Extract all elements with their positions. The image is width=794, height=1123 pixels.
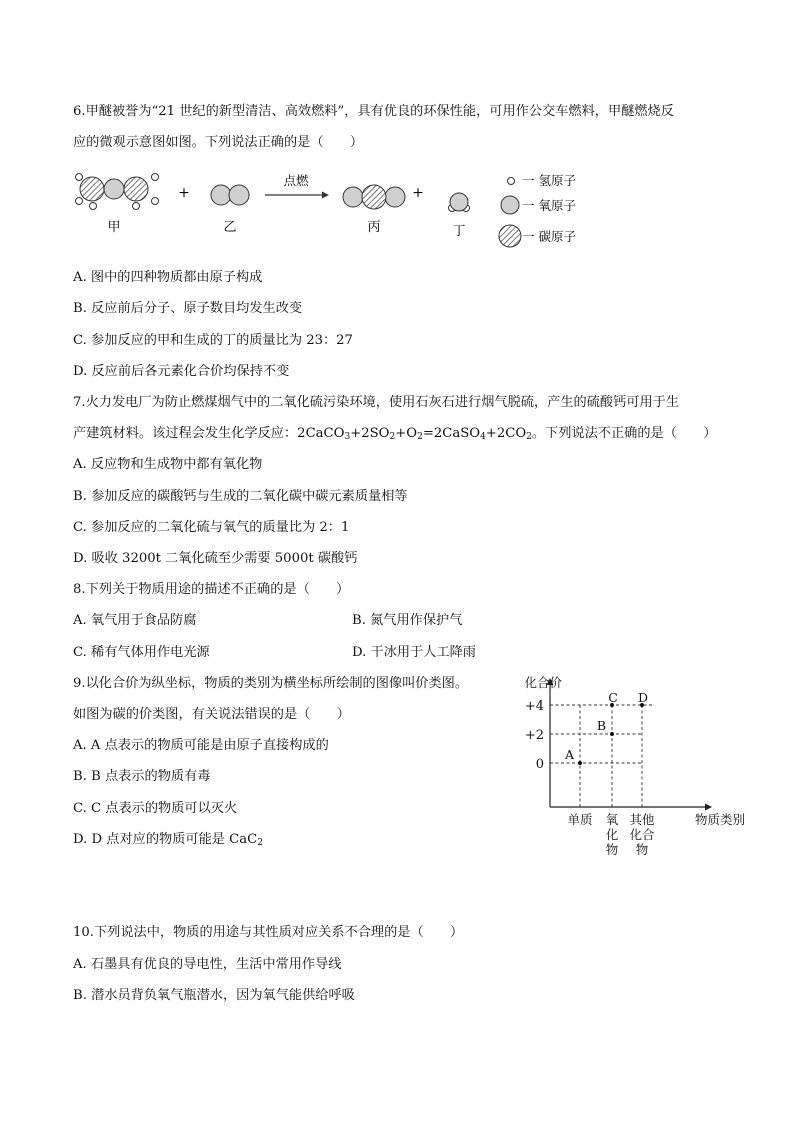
q6-stem-line2: 应的微观示意图如图。下列说法正确的是（ ） [73,135,364,150]
y-tick-label: 0 [535,757,544,772]
diagram-legend [499,173,576,247]
q8-stem: 8.下列关于物质用途的描述不正确的是（ ） [73,582,350,597]
reaction-arrow [265,192,329,199]
q9-option-c: C. C 点表示的物质可以灭火 [73,801,238,816]
q6-option-a: A. 图中的四种物质都由原子构成 [73,270,263,285]
plus-sign-2: + [412,185,424,201]
q10-option-b: B. 潜水员背负氧气瓶潜水，因为氧气能供给呼吸 [73,988,355,1003]
plus-sign-1: + [178,185,190,201]
x-tick-label: 物 [635,842,649,857]
q7-option-b: B. 参加反应的碳酸钙与生成的二氧化碳中碳元素质量相等 [73,489,408,504]
q6-option-b: B. 反应前后分子、原子数目均发生改变 [73,301,303,316]
y-tick-label: +2 [524,728,544,743]
label-ding: 丁 [452,224,466,239]
q8-option-a: A. 氧气用于食品防腐 [73,613,197,628]
molecule-ding [449,193,470,212]
q9-stem-line2: 如图为碳的价类图，有关说法错误的是（ ） [73,707,350,722]
q7-option-a: A. 反应物和生成物中都有氧化物 [73,457,263,472]
q9-option-b: B. B 点表示的物质有毒 [73,769,211,784]
x-tick-label: 氧 [605,812,619,827]
q9-option-d: D. D 点对应的物质可能是 CaC$_2$ [73,832,263,848]
label-bing: 丙 [367,220,381,235]
x-tick-label: 化合 [629,827,655,842]
x-tick-label: 单质 [567,812,593,827]
point-label: D [637,690,649,705]
q9-option-a: A. A 点表示的物质可能是由原子直接构成的 [73,738,329,753]
molecule-yi [211,185,249,205]
legend-hydrogen: 一 氢原子 [522,173,576,188]
legend-oxygen: 一 氧原子 [522,198,576,213]
label-yi: 乙 [223,220,237,235]
ignite-label: 点燃 [283,173,309,188]
point-label: A [564,747,574,762]
q6-option-d: D. 反应前后各元素化合价均保持不变 [73,364,290,379]
point-label: C [608,690,618,705]
reaction-diagram [0,165,794,255]
q9-stem-line1: 9.以化合价为纵坐标，物质的类别为横坐标所绘制的图像叫价类图。 [73,676,469,691]
y-axis-label: 化合价 [524,675,562,690]
q8-option-d: D. 干冰用于人工降雨 [352,645,476,660]
molecule-bing [343,185,405,209]
x-tick-label: 化 [605,827,619,842]
point-b [610,732,614,736]
q6-stem-line1: 6.甲醚被誉为“21 世纪的新型清洁、高效燃料”，具有优良的环保性能，可用作公交车燃料，甲醚燃烧反 [73,104,674,119]
q7-stem-line1: 7.火力发电厂为防止燃煤烟气中的二氧化硫污染环境，使用石灰石进行烟气脱硫，产生的硫酸钙可用于生 [73,395,680,410]
valence-class-chart [500,672,746,857]
q7-option-d: D. 吸收 3200t 二氧化硫至少需要 5000t 碳酸钙 [73,551,358,566]
molecule-jia [76,174,159,210]
x-axis-arrow [705,804,712,811]
point-label: B [596,718,606,733]
q7-stem-line2: 产建筑材料。该过程会发生化学反应：$2CaCO_3+2SO_2+O_2=2CaSO_4+2CO_2$。下列说法不正确的是（ ） [73,426,717,442]
q8-option-c: C. 稀有气体用作电光源 [73,645,210,660]
label-jia: 甲 [107,220,121,235]
q8-option-b: B. 氮气用作保护气 [352,613,463,628]
legend-carbon: 一 碳原子 [522,229,576,244]
x-tick-label: 物 [605,842,619,857]
q10-option-a: A. 石墨具有优良的导电性，生活中常用作导线 [73,957,342,972]
q10-stem: 10.下列说法中，物质的用途与其性质对应关系不合理的是（ ） [73,925,464,940]
x-tick-label: 其他 [629,812,655,827]
q6-option-c: C. 参加反应的甲和生成的丁的质量比为 23：27 [73,333,353,348]
y-tick-label: +4 [524,699,544,714]
q7-option-c: C. 参加反应的二氧化硫与氧气的质量比为 2：1 [73,520,350,535]
point-a [578,761,582,765]
x-axis-label: 物质类别 [694,812,746,827]
